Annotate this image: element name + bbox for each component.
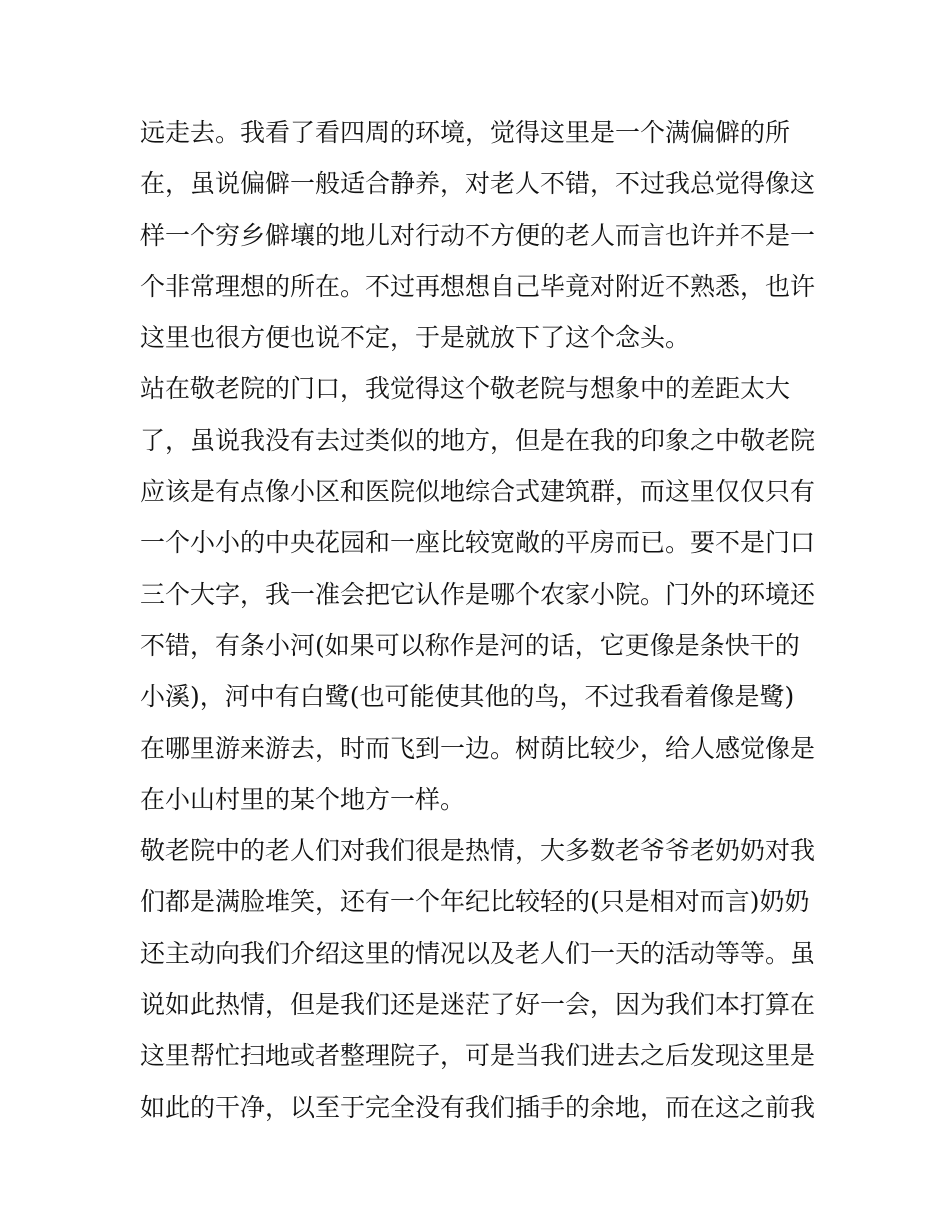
text-line: 三个大字，我一准会把它认作是哪个农家小院。门外的环境还 xyxy=(140,579,816,609)
text-line: 在哪里游来游去，时而飞到一边。树荫比较少，给人感觉像是 xyxy=(140,733,816,763)
text-line: 在小山村里的某个地方一样。 xyxy=(140,784,466,814)
text-line: 在，虽说偏僻一般适合静养，对老人不错，不过我总觉得像这 xyxy=(140,169,816,199)
text-line: 样一个穷乡僻壤的地儿对行动不方便的老人而言也许并不是一 xyxy=(140,220,816,250)
text-line: 这里也很方便也说不定，于是就放下了这个念头。 xyxy=(140,323,691,353)
text-line: 说如此热情，但是我们还是迷茫了好一会，因为我们本打算在 xyxy=(140,990,816,1020)
text-line: 应该是有点像小区和医院似地综合式建筑群，而这里仅仅只有 xyxy=(140,477,816,507)
text-line: 小溪)，河中有白鹭(也可能使其他的鸟，不过我看着像是鹭) xyxy=(140,682,795,712)
text-line: 们都是满脸堆笑，还有一个年纪比较轻的(只是相对而言)奶奶 xyxy=(140,887,810,917)
text-line: 不错，有条小河(如果可以称作是河的话，它更像是条快干的 xyxy=(140,630,800,660)
text-line: 这里帮忙扫地或者整理院子，可是当我们进去之后发现这里是 xyxy=(140,1041,816,1071)
text-line: 还主动向我们介绍这里的情况以及老人们一天的活动等等。虽 xyxy=(140,938,816,968)
body-text xyxy=(140,107,830,1133)
text-line: 个非常理想的所在。不过再想想自己毕竟对附近不熟悉，也许 xyxy=(140,271,816,301)
text-line: 如此的干净，以至于完全没有我们插手的余地，而在这之前我 xyxy=(140,1092,816,1122)
text-line: 敬老院中的老人们对我们很是热情，大多数老爷爷老奶奶对我 xyxy=(140,836,816,866)
text-line: 了，虽说我没有去过类似的地方，但是在我的印象之中敬老院 xyxy=(140,425,816,455)
text-line: 站在敬老院的门口，我觉得这个敬老院与想象中的差距太大 xyxy=(140,374,791,404)
text-line: 一个小小的中央花园和一座比较宽敞的平房而已。要不是门口 xyxy=(140,528,816,558)
text-line: 远走去。我看了看四周的环境，觉得这里是一个满偏僻的所 xyxy=(140,118,791,147)
